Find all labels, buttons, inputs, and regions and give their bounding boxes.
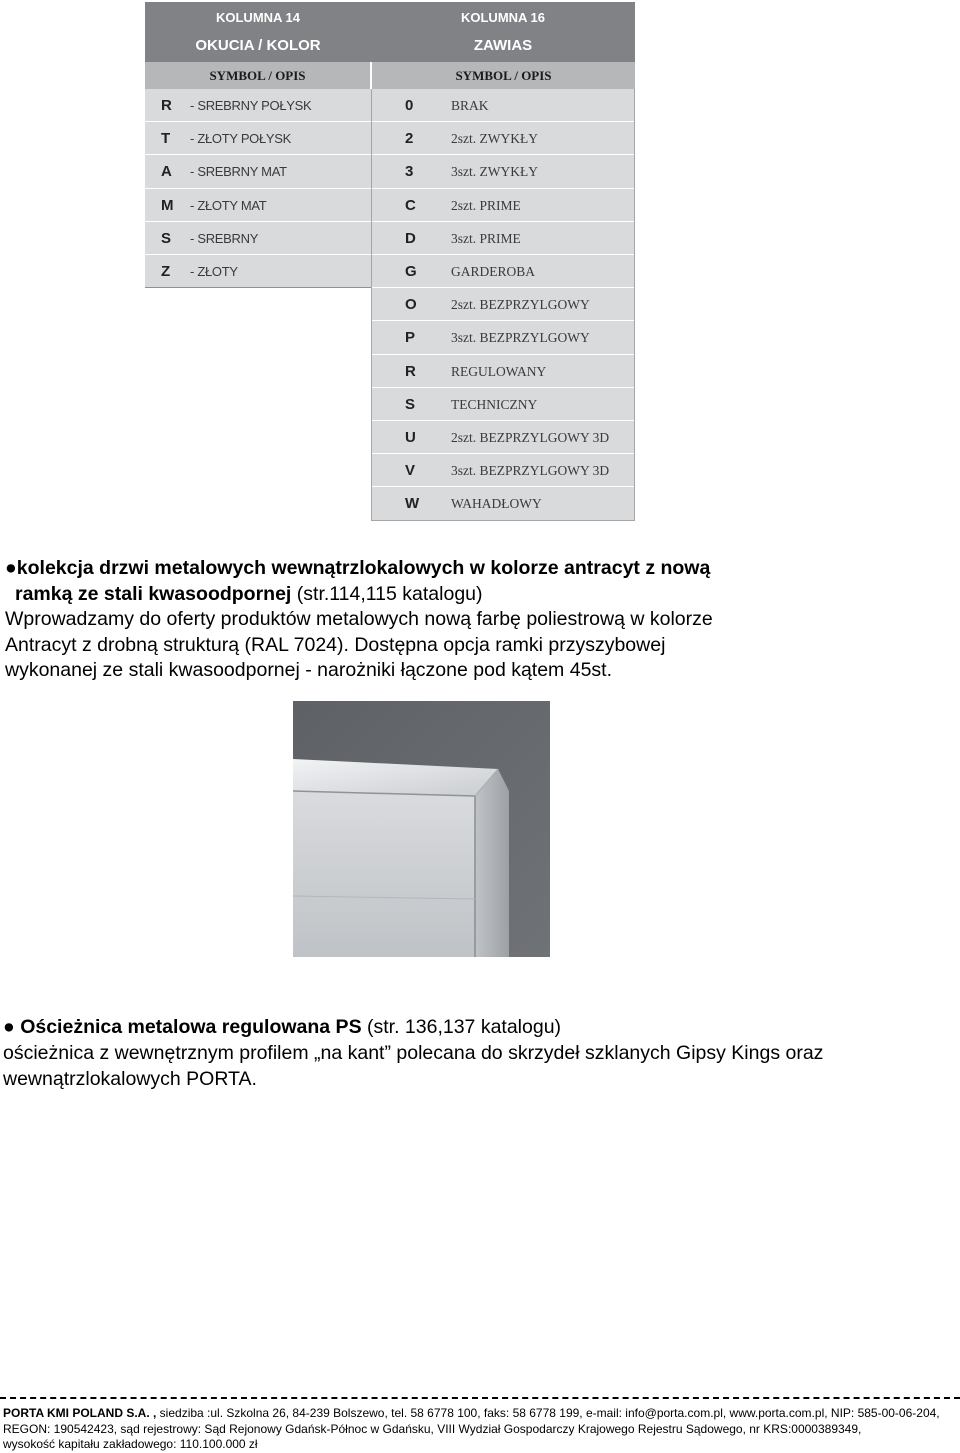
row-symbol: 0 xyxy=(405,97,414,114)
row-description: 3szt. BEZPRZYLGOWY 3D xyxy=(451,463,610,479)
row-symbol: P xyxy=(405,329,416,347)
footer-divider xyxy=(0,1397,960,1399)
column-16-title: ZAWIAS xyxy=(473,37,533,54)
section-2-body-line: ościeżnica z wewnętrznym profilem „na kant” polecana do skrzydeł szklanych Gipsy Kings oraz xyxy=(3,1042,824,1064)
table-row xyxy=(372,388,634,421)
row-symbol: W xyxy=(405,495,420,513)
section-2-catalog-ref: (str. 136,137 katalogu) xyxy=(361,1016,562,1038)
column-14-rows xyxy=(145,89,371,288)
table-row xyxy=(145,255,371,288)
column-14-bottom-border xyxy=(145,287,371,288)
row-description: WAHADŁOWY xyxy=(451,496,542,512)
row-symbol: M xyxy=(161,196,174,214)
column-16-header xyxy=(371,2,635,62)
footer-company-name: PORTA KMI POLAND S.A. , xyxy=(3,1406,157,1420)
section-1-body-line: Antracyt z drobną strukturą (RAL 7024). Dostępna opcja ramki przyszybowej xyxy=(5,633,666,656)
section-1-title-bold: ramką ze stali kwasoodpornej xyxy=(15,582,292,605)
footer-line-2: REGON: 190542423, sąd rejestrowy: Sąd Rejonowy Gdańsk-Północ w Gdańsku, VIII Wydział Gospodarczy Krajowego Rejestru Sądowego, nr KRS:0000389349, xyxy=(3,1421,862,1436)
table-row xyxy=(372,222,634,255)
table-row xyxy=(145,155,371,188)
row-symbol: S xyxy=(405,395,416,413)
row-symbol: Z xyxy=(161,262,171,280)
row-symbol: S xyxy=(161,229,172,247)
row-symbol: A xyxy=(161,163,172,181)
row-description: 3szt. BEZPRZYLGOWY xyxy=(451,330,590,346)
row-description: 2szt. ZWYKŁY xyxy=(451,131,538,147)
table-row xyxy=(372,487,634,520)
table-row xyxy=(145,189,371,222)
antracyt-collection-section xyxy=(5,556,955,684)
footer-line-3: wysokość kapitału zakładowego: 110.100.000 zł xyxy=(3,1437,258,1451)
row-symbol: G xyxy=(405,262,417,280)
company-footer xyxy=(3,1406,959,1453)
row-symbol: C xyxy=(405,196,416,214)
row-symbol: T xyxy=(161,130,171,148)
column-16-heading: KOLUMNA 16 xyxy=(460,10,546,25)
row-description: - SREBRNY MAT xyxy=(190,164,287,180)
table-row xyxy=(145,222,371,255)
table-row xyxy=(372,122,634,155)
column-14-subheading: SYMBOL / OPIS xyxy=(145,62,371,89)
row-description: BRAK xyxy=(451,98,489,113)
section-1-title-line-1: ●kolekcja drzwi metalowych wewnątrzlokalowych w kolorze antracyt z nową xyxy=(5,557,711,579)
table-row xyxy=(372,321,634,354)
row-symbol: R xyxy=(405,362,416,380)
column-14-header xyxy=(145,2,371,62)
table-row xyxy=(372,421,634,454)
table-row xyxy=(372,288,634,321)
column-14-heading: KOLUMNA 14 xyxy=(215,10,301,25)
section-1-catalog-ref: (str.114,115 katalogu) xyxy=(291,582,483,605)
row-description: 3szt. PRIME xyxy=(451,230,521,246)
footer-line-1 xyxy=(3,1406,959,1422)
row-symbol: D xyxy=(405,229,416,247)
frame-corner-image xyxy=(293,701,550,957)
row-description: 2szt. BEZPRZYLGOWY xyxy=(451,297,590,313)
table-row xyxy=(372,189,634,222)
column-16-rows xyxy=(371,89,635,521)
footer-address: siedziba :ul. Szkolna 26, 84-239 Bolszewo, tel. 58 6778 100, faks: 58 6778 199, e-mail: info@porta.com.pl, www.porta.com.pl, NIP: 585-00-06-204, xyxy=(156,1406,940,1420)
section-2-title xyxy=(3,1014,958,1040)
table-row xyxy=(372,89,634,122)
row-description: - ZŁOTY xyxy=(190,263,238,279)
row-symbol: R xyxy=(161,97,172,114)
table-row xyxy=(145,89,371,122)
stainless-frame-corner-photo xyxy=(293,701,550,957)
row-description: - ZŁOTY POŁYSK xyxy=(190,131,292,147)
row-description: TECHNICZNY xyxy=(451,396,538,412)
row-description: 2szt. BEZPRZYLGOWY 3D xyxy=(451,429,610,445)
section-2-title-bold: ● Ościeżnica metalowa regulowana PS xyxy=(3,1016,362,1038)
section-1-body-line: wykonanej ze stali kwasoodpornej - narożniki łączone pod kątem 45st. xyxy=(5,659,612,681)
row-symbol: O xyxy=(405,296,417,314)
row-description: 2szt. PRIME xyxy=(451,197,521,213)
row-description: GARDEROBA xyxy=(451,263,536,279)
row-symbol: U xyxy=(405,428,416,446)
table-row xyxy=(372,255,634,288)
section-2-body-line: wewnątrzlokalowych PORTA. xyxy=(3,1068,257,1090)
table-row xyxy=(372,355,634,388)
table-row xyxy=(372,454,634,487)
ps-frame-section xyxy=(3,1014,958,1092)
table-row xyxy=(372,155,634,188)
column-16-subheading: SYMBOL / OPIS xyxy=(372,62,635,89)
row-symbol: 2 xyxy=(405,130,414,148)
row-description: 3szt. ZWYKŁY xyxy=(451,164,538,180)
row-symbol: 3 xyxy=(405,163,414,181)
section-1-title-line-2 xyxy=(5,582,955,608)
row-symbol: V xyxy=(405,462,416,480)
row-description: - ZŁOTY MAT xyxy=(190,197,267,213)
table-row xyxy=(145,122,371,155)
row-description: - SREBRNY POŁYSK xyxy=(190,98,312,113)
column-14-title: OKUCIA / KOLOR xyxy=(195,37,321,54)
section-1-body-line: Wprowadzamy do oferty produktów metalowych nową farbę poliestrową w kolorze xyxy=(5,608,713,630)
row-description: REGULOWANY xyxy=(451,363,547,379)
row-description: - SREBRNY xyxy=(190,230,259,246)
